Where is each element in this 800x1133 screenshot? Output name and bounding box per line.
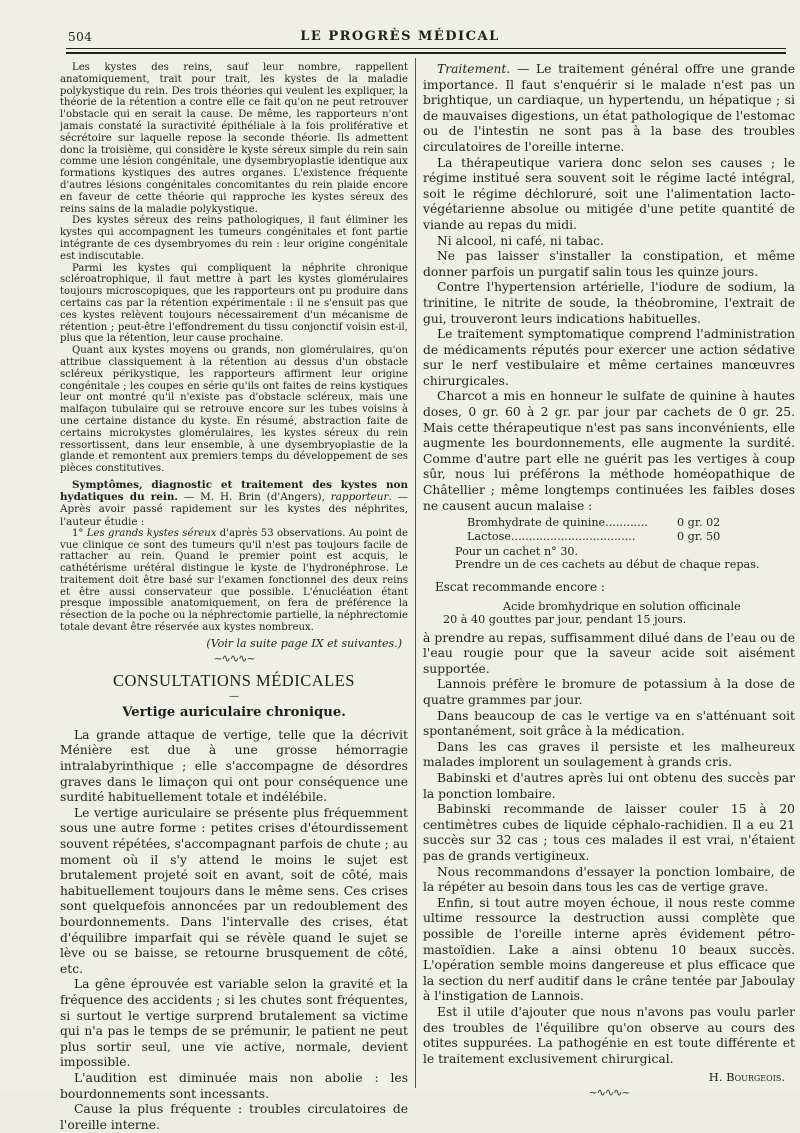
paragraph: Nous recommandons d'essayer la ponction lombaire, de la répéter au besoin dans tous les cas de vertige grave.	[423, 864, 795, 895]
header-rule	[66, 48, 786, 49]
paragraph: Ne pas laisser s'installer la constipation, et même donner parfois un purgatif salin tous les quinze jours.	[423, 249, 795, 279]
drug-dose: 0 gr. 02	[677, 516, 721, 530]
drug-name: Lactose...................................	[467, 529, 636, 543]
paragraph: Ni alcool, ni café, ni tabac.	[437, 233, 604, 248]
paragraph: L'audition est diminuée mais non abolie : les bourdonnements sont incessants.	[60, 1070, 408, 1101]
section-author: — M. H. Brin (d'Angers),	[183, 491, 331, 504]
paragraph: Lannois préfère le bromure de potassium à la dose de quatre grammes par jour.	[423, 677, 795, 708]
paragraph: La grande attaque de vertige, telle que la décrivit Ménière est due à une grosse hémorragie intralabyrinthique ; elle s'accompagne de désordres graves dans le limaçon qui ont pour conséquence une surdité habituellement totale et indélébile.	[60, 727, 408, 805]
paragraph: Parmi les kystes qui compliquent la néphrite chronique scléroatrophique, il faut mettre à part les kystes glomérulaires toujours microscopiques, que les rapporteurs ont pu produire dans certains cas par la rétention expérimentale : il ne s'ensuit pas que ces kystes relèvent toujours nécessairement d'un mécanisme de rétention ; peut-être l'effondrement du tissu conjonctif voisin est-il, plus que la rétention, leur cause prochaine.	[60, 262, 408, 345]
paragraph: Contre l'hypertension artérielle, l'iodure de sodium, la trinitine, le nitrite de soude, la théobromine, l'extrait de gui, trouveront leurs indications habituelles.	[423, 280, 795, 326]
section-title: Symptômes, diagnostic et traitement des kystes non hydatiques du rein.	[60, 478, 408, 504]
vertige-article	[60, 728, 408, 1133]
escat-line: Escat recommande encore :	[435, 579, 605, 594]
section-rest: . — Après avoir passé rapidement sur les kystes des néphrites, l'auteur étudie :	[60, 491, 408, 528]
prescription-line: 20 à 40 gouttes par jour, pendant 15 jours.	[443, 613, 687, 627]
item-title: Les grands kystes séreux	[86, 527, 217, 539]
paragraph: à prendre au repas, suffisamment dilué dans de l'eau ou de l'eau rougie pour que la saveur acide soit aisément supportée.	[423, 630, 795, 676]
treatment-text: — Le traitement général offre une grande importance. Il faut s'enquérir si le malade n'est pas un brightique, un cardiaque, un hypertendu, un hépatique ; si de mauvaises digestions, un état pathologique de l'estomac ou de l'intestin ne sont pas à la base des troubles circulatoires de l'oreille interne.	[423, 62, 795, 154]
paragraph: Le vertige auriculaire se présente plus fréquemment sous une autre forme : petites crises d'étourdissement souvent répétées, s'accompagnant parfois de chute ; au moment où il s'y attend le moins le sujet est brutalement projeté soit en avant, soit de côté, mais habituellement toujours dans le même sens. Ces crises sont quelquefois annoncées par un redoublement des bourdonnements. Dans l'intervalle des crises, état d'équilibre imparfait qui se révèle quand le sujet se lève ou se baisse, se retourne brusquement de côté, etc.	[60, 805, 408, 976]
prescription-row	[467, 516, 795, 529]
instruction-line: Prendre un de ces cachets au début de chaque repas.	[455, 558, 760, 572]
paragraph: La gêne éprouvée est variable selon la gravité et la fréquence des accidents ; si les chutes sont fréquentes, si surtout le vertige surprend brutalement sa victime qui n'a pas le temps de se prémunir, le patient ne peut plus sortir seul, une vie active, normale, devient impossible.	[60, 977, 408, 1070]
paragraph: Cause la plus fréquente : troubles circulatoires de l'oreille interne.	[60, 1102, 408, 1132]
paragraph: Dans beaucoup de cas le vertige va en s'atténuant soit spontanément, soit grâce à la médication.	[423, 708, 795, 739]
section-heading: CONSULTATIONS MÉDICALES	[113, 670, 355, 690]
prescription-line: Acide bromhydrique en solution officinale	[503, 599, 741, 613]
author-signature: H. Bourgeois.	[708, 1070, 785, 1085]
traitement-continued	[423, 631, 795, 1068]
left-column	[60, 62, 408, 1133]
paragraph: Les kystes des reins, sauf leur nombre, rappellent anatomiquement, trait pour trait, les kystes de la maladie polykystique du rein. Des trois théories qui veulent les expliquer, la théorie de la rétention a contre elle ce fait qu'on ne peut retrouver l'obstacle qui en serait la cause. De même, les rapporteurs n'ont jamais constaté la suractivité épithéliale à la fois proliférative et sécrétoire sur laquelle repose la seconde théorie. Ils admettent donc la troisième, qui considère le kyste séreux simple du rein sain comme une lésion congénitale, une dysembryoplastie identique aux formations kystiques des autres organes. L'existence fréquente d'autres lésions congénitales concomitantes du rein plaide encore en faveur de cette théorie qui rapproche les kystes séreux des reins sains de la maladie polykystique.	[60, 62, 408, 215]
column-divider	[415, 58, 416, 1088]
article-subheading: Vertige auriculaire chronique.	[122, 704, 346, 720]
section-role: rapporteur	[330, 491, 389, 504]
paragraph: Le traitement symptomatique comprend l'administration de médicaments réputés pour exercer une action sédative sur le nerf vestibulaire et même certaines manœuvres chirurgicales.	[423, 327, 795, 388]
prescription-2	[423, 600, 795, 627]
drug-dose: 0 gr. 50	[677, 529, 721, 543]
kystes-article	[60, 62, 408, 634]
paragraph: Est il utile d'ajouter que nous n'avons pas voulu parler des troubles de l'équilibre qu'on observe au cours des otites suppurées. La pathogénie en est toute différente et le traitement exclusivement chirurgical.	[423, 1004, 795, 1066]
item-number: 1°	[72, 527, 87, 539]
paragraph: Des kystes séreux des reins pathologiques, il faut éliminer les kystes qui accompagnent les tumeurs congénitales et font partie intégrante de ces dysembryomes du rein : leur origine congénitale est indiscutable.	[60, 215, 408, 262]
paragraph: Babinski et d'autres après lui ont obtenu des succès par la ponction lombaire.	[423, 771, 795, 801]
drug-name: Bromhydrate de quinine............	[467, 516, 648, 530]
paragraph: Quant aux kystes moyens ou grands, non glomérulaires, qu'on attribue classiquement à la rétention au dessus d'un obstacle scléreux périkystique, les rapporteurs affirment leur origine congénitale ; les coupes en série qu'ils ont faites de reins kystiques leur ont montré qu'il n'existe pas d'obstacle scléreux, mais une malfaçon tubulaire qui se retrouve encore sur les tubes voisins à une certaine distance du kyste. En résumé, abstraction faite de certains microkystes glomérulaires, les kystes séreux du rein ressortissent, dans leur ensemble, à une dysembryoplastie de la glande et remontent aux premiers temps du développement de ses pièces constitutives.	[60, 345, 408, 475]
paragraph: Babinski recommande de laisser couler 15 à 20 centimètres cubes de liquide céphalo-rachidien. Il a eu 21 succès sur 32 cas ; tous ces malades il est vrai, n'étaient pas de grands vertigineux.	[423, 802, 795, 863]
prescription-row	[467, 530, 795, 543]
item-text: d'après 53 observations. Au point de vue clinique ce sont des tumeurs qu'il n'est pas toujours facile de rattacher au rein. Quand le premier point est acquis, le cathétérisme urétéral distingue le kyste de l'hydronéphrose. Le traitement doit être basé sur l'examen fonctionnel des deux reins et être aussi conservateur que possible. L'énucléation étant presque impossible anatomiquement, on fera de préférence la résection de la poche ou la néphrectomie partielle, la néphrectomie totale devant être réservée aux kystes nombreux.	[60, 527, 408, 634]
ornament-divider: ~∿∿∿~	[588, 1086, 630, 1100]
paragraph: La thérapeutique variera donc selon ses causes ; le régime institué sera souvent soit le régime lacté intégral, soit le régime déchloruré, soit une l'alimentation lacto-végétarienne absolue ou mitigée d'une petite quantité de viande au repas du midi.	[423, 155, 795, 232]
treatment-label: Traitement.	[437, 62, 511, 76]
journal-title: LE PROGRÈS MÉDICAL	[300, 29, 500, 44]
continued-note: (Voir la suite page IX et suivantes.)	[206, 636, 402, 650]
paragraph: Enfin, si tout autre moyen échoue, il nous reste comme ultime ressource la destruction aussi complète que possible de l'oreille interne après évidement pétro-mastoïdien. Lake a ainsi obtenu 10 beaux succès. L'opération semble moins dangereuse et plus efficace que la section du nerf auditif dans le crâne tentée par Jaboulay à l'instigation de Lannois.	[423, 895, 795, 1004]
prescription-instructions	[423, 545, 795, 572]
header-rule-thick	[66, 52, 786, 54]
paragraph: Dans les cas graves il persiste et les malheureux malades implorent un soulagement à grands cris.	[423, 739, 795, 770]
right-column	[423, 62, 795, 1101]
page-number: 504	[68, 30, 93, 44]
ornament-divider: ~∿∿∿~	[213, 651, 255, 665]
paragraph: Charcot a mis en honneur le sulfate de quinine à hautes doses, 0 gr. 60 à 2 gr. par jour par cachets de 0 gr. 25. Mais cette thérapeutique n'est pas sans inconvénients, elle augmente les bourdonnements, elle augmente la surdité. Comme d'autre part elle ne guérit pas les vertiges à coup sûr, nous lui préférons la méthode homéopathique de Châtellier ; même longtemps continuées les faibles doses ne causent aucun malaise :	[423, 389, 795, 513]
section-paragraph	[60, 479, 408, 528]
instruction-line: Pour un cachet n° 30.	[455, 545, 579, 559]
prescription-1	[423, 516, 795, 543]
traitement-section	[423, 62, 795, 514]
item-paragraph	[60, 528, 408, 634]
paragraph	[423, 62, 795, 156]
heading-dash: —	[229, 690, 239, 702]
